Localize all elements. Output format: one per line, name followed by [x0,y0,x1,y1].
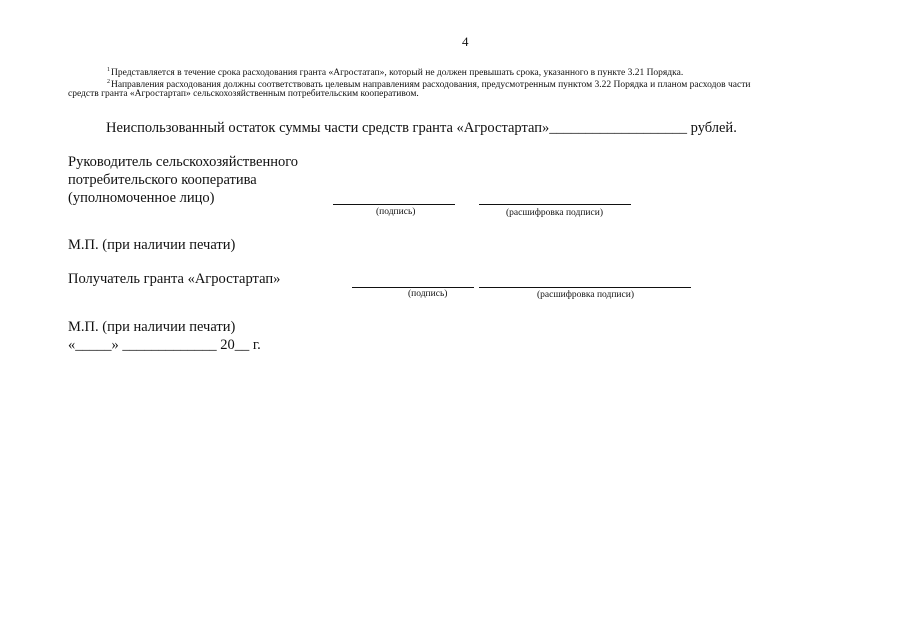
recipient-decoding-caption: (расшифровка подписи) [537,290,634,300]
recipient-signature-line [352,287,474,288]
footnote-1-text: Представляется в течение срока расходования гранта «Агростатап», который не должен превышать срока, указанного в пункте 3.21 Порядка. [111,68,684,78]
stamp-note-1: М.П. (при наличии печати) [68,237,236,253]
footnote-2-text-1: Направления расходования должны соответствовать целевым направлениям расходования, предусмотренным пунктом 3.22 Порядка и планом расходов части [111,80,751,90]
recipient-decoding-line [479,287,691,288]
page-number: 4 [462,34,469,49]
head-title-line-3: (уполномоченное лицо) [68,190,215,206]
footnote-2-line-2: средств гранта «Агростартап» сельскохозяйственным потребительским кооперативом. [68,89,419,99]
recipient-signature-caption: (подпись) [408,289,448,299]
stamp-note-2: М.П. (при наличии печати) [68,319,236,335]
footnote-2-mark: 2 [107,79,110,85]
head-signature-caption: (подпись) [376,207,416,217]
head-decoding-line [479,204,631,205]
head-signature-line [333,204,455,205]
head-decoding-caption: (расшифровка подписи) [506,208,603,218]
head-title-line-1: Руководитель сельскохозяйственного [68,154,299,170]
recipient-label: Получатель гранта «Агростартап» [68,271,281,287]
footnote-1-mark: 1 [107,67,110,73]
head-title-line-2: потребительского кооператива [68,172,257,188]
date-line: «_____» _____________ 20__ г. [68,337,261,353]
remainder-line: Неиспользованный остаток суммы части средств гранта «Агростартап»___________________ рублей. [106,120,737,136]
